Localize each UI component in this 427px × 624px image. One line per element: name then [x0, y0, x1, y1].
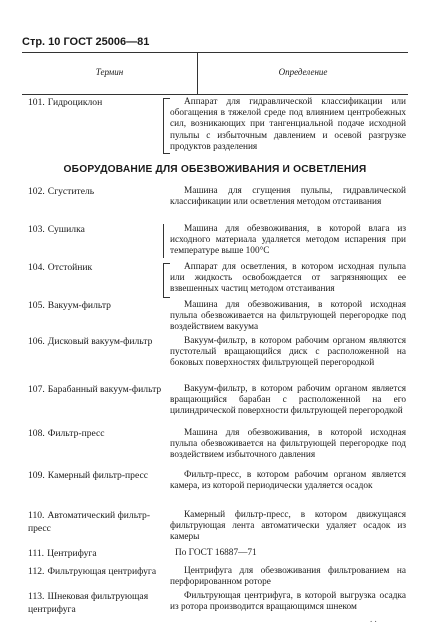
section-title: ОБОРУДОВАНИЕ ДЛЯ ОБЕЗВОЖИВАНИЯ И ОСВЕТЛЕНИЯ [63, 164, 367, 175]
term-105: 105. Вакуум-фильтр [28, 300, 111, 311]
definition-104: Аппарат для осветления, в котором исходная пульпа или жидкость освобождается от загрязняющих ее взвешенных частиц методом отстаивания [170, 262, 406, 295]
term-104: 104. Отстойник [28, 262, 93, 273]
definition-111: По ГОСТ 16887—71 [175, 548, 257, 558]
term-111: 111. Центрифуга [28, 548, 97, 559]
term-102: 102. Сгуститель [28, 186, 95, 197]
term-107: 107. Барабанный вакуум-фильтр [28, 384, 162, 395]
definition-bracket [163, 224, 170, 258]
column-header-definition: Определение [278, 67, 328, 77]
definition-109: Фильтр-пресс, в котором рабочим органом является камера, из которой периодически удаляется осадок [170, 470, 406, 492]
term-106: 106. Дисковый вакуум-фильтр [28, 336, 153, 347]
definition-bracket [163, 263, 170, 298]
definition-113: Фильтрующая центрифуга, в которой выгрузка осадка из ротора производится вращающимся шнеком [170, 591, 406, 613]
term-110: 110. Автоматический фильтр-пресс [28, 510, 151, 534]
term-101: 101. Гидроциклон [28, 97, 103, 108]
definition-101: Аппарат для гидравлической классификации или обогащения в тяжелой среде под влиянием центробежных сил, возникающих при тангенциальной подаче исходной пульпы с избыточным давлением и осевой разгрузке продуктов разделения [170, 97, 406, 152]
definition-bracket [163, 98, 170, 154]
definition-105: Машина для обезвоживания, в которой исходная пульпа обезвоживается на фильтрующей перегородке под воздействием вакуума [170, 300, 406, 333]
definition-112: Центрифуга для обезвоживания фильтрованием на перфорированном роторе [170, 566, 406, 588]
definition-102: Машина для сгущения пульпы, гидравлической классификации или осветления методом отстаивания [170, 186, 406, 208]
term-103: 103. Сушилка [28, 224, 85, 235]
definition-110: Камерный фильтр-пресс, в котором движущаяся фильтрующая лента автоматически удаляет осадок из камеры [170, 510, 406, 543]
definition-108: Машина для обезвоживания, в которой исходная пульпа обезвоживается на фильтрующей перегородке под воздействием избыточного давления [170, 428, 406, 461]
continuation-mark: . . [370, 614, 377, 624]
term-113: 113. Шнековая фильтрующая центрифуга [28, 591, 149, 615]
column-header-term: Термин [95, 67, 124, 77]
table-header [22, 52, 408, 95]
term-108: 108. Фильтр-пресс [28, 428, 105, 439]
definition-107: Вакуум-фильтр, в котором рабочим органом является вращающийся барабан с расположенной на его цилиндрической поверхности фильтрующей перегородкой [170, 384, 406, 417]
term-112: 112. Фильтрующая центрифуга [28, 566, 157, 577]
definition-106: Вакуум-фильтр, в котором рабочим органом являются пустотелый вращающийся диск с расположенной на боковых поверхностях фильтрующей перегородкой [170, 336, 406, 369]
page-header: Стр. 10 ГОСТ 25006—81 [22, 36, 150, 48]
term-109: 109. Камерный фильтр-пресс [28, 470, 148, 481]
definition-103: Машина для обезвоживания, в которой влага из исходного материала удаляется методом испарения при температуре выше 100°С [170, 224, 406, 257]
